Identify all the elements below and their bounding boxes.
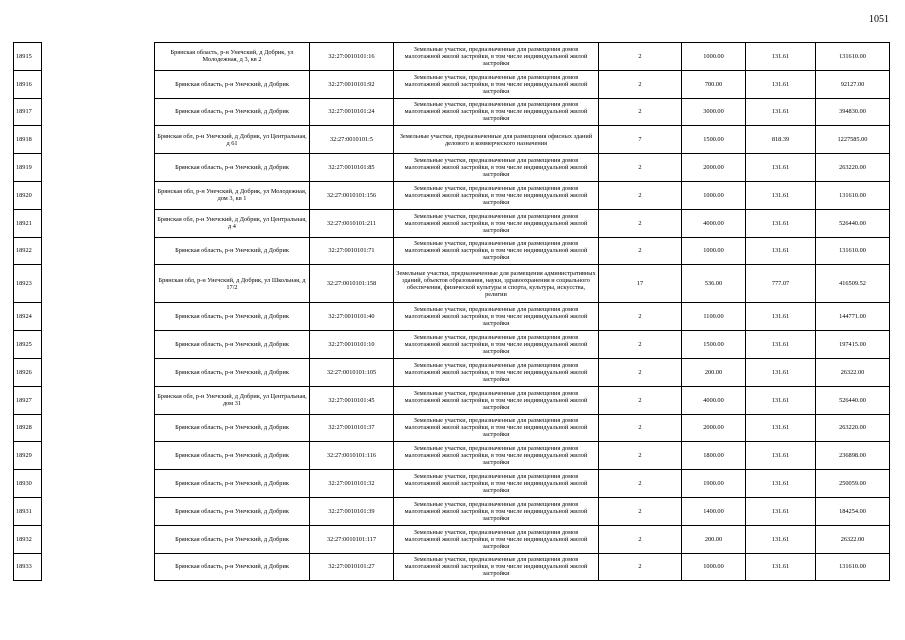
table-row — [14, 386, 890, 414]
use-group-cell: 2 — [599, 414, 682, 442]
cadastral-number-cell: 32:27:0010101:156 — [310, 181, 394, 209]
address-cell: Брянская область, р-н Унечский, д Добрик — [155, 553, 310, 581]
cadastral-value-cell: 250059.00 — [816, 470, 890, 498]
cadastral-number-cell: 32:27:0010101:27 — [310, 553, 394, 581]
row-number: 18917 — [14, 98, 42, 126]
unit-value-cell: 818.39 — [746, 126, 816, 154]
table-row — [14, 181, 890, 209]
address-cell: Брянская обл, р-н Унечский, д Добрик, ул Центральная, дом 31 — [155, 386, 310, 414]
row-number: 18926 — [14, 358, 42, 386]
area-cell: 1800.00 — [682, 442, 746, 470]
unit-value-cell: 777.07 — [746, 265, 816, 303]
table-row — [14, 126, 890, 154]
area-cell: 1500.00 — [682, 126, 746, 154]
land-use-cell: Земельные участки, предназначенные для размещения домов малоэтажной жилой застройки, в том числе индивидуальной жилой застройки — [394, 237, 599, 265]
spacer-cell — [42, 98, 155, 126]
land-use-cell: Земельные участки, предназначенные для размещения домов малоэтажной жилой застройки, в том числе индивидуальной жилой застройки — [394, 442, 599, 470]
table-row — [14, 70, 890, 98]
table-row — [14, 154, 890, 182]
unit-value-cell: 131.61 — [746, 470, 816, 498]
cadastral-number-cell: 32:27:0010101:158 — [310, 265, 394, 303]
table-row — [14, 358, 890, 386]
cadastral-value-cell: 26322.00 — [816, 358, 890, 386]
use-group-cell: 2 — [599, 70, 682, 98]
address-cell: Брянская область, р-н Унечский, д Добрик — [155, 497, 310, 525]
use-group-cell: 2 — [599, 98, 682, 126]
use-group-cell: 2 — [599, 497, 682, 525]
land-use-cell: Земельные участки, предназначенные для размещения домов малоэтажной жилой застройки, в том числе индивидуальной жилой застройки — [394, 470, 599, 498]
table-row — [14, 43, 890, 71]
row-number: 18932 — [14, 525, 42, 553]
address-cell: Брянская область, р-н Унечский, д Добрик — [155, 414, 310, 442]
land-use-cell: Земельные участки, предназначенные для размещения административных зданий, объектов образования, науки, здравоохранения и социального обеспечения, физической культуры и спорта, культуры, искусства, религии — [394, 265, 599, 303]
cadastral-number-cell: 32:27:0010101:16 — [310, 43, 394, 71]
row-number: 18927 — [14, 386, 42, 414]
cadastral-value-cell: 236898.00 — [816, 442, 890, 470]
use-group-cell: 2 — [599, 154, 682, 182]
cadastral-number-cell: 32:27:0010101:32 — [310, 470, 394, 498]
area-cell: 700.00 — [682, 70, 746, 98]
land-use-cell: Земельные участки, предназначенные для размещения домов малоэтажной жилой застройки, в том числе индивидуальной жилой застройки — [394, 209, 599, 237]
row-number: 18923 — [14, 265, 42, 303]
unit-value-cell: 131.61 — [746, 331, 816, 359]
land-use-cell: Земельные участки, предназначенные для размещения домов малоэтажной жилой застройки, в том числе индивидуальной жилой застройки — [394, 525, 599, 553]
cadastral-value-cell: 416509.52 — [816, 265, 890, 303]
use-group-cell: 2 — [599, 442, 682, 470]
spacer-cell — [42, 181, 155, 209]
use-group-cell: 2 — [599, 553, 682, 581]
cadastral-value-cell: 144771.00 — [816, 303, 890, 331]
cadastral-number-cell: 32:27:0010101:10 — [310, 331, 394, 359]
area-cell: 1400.00 — [682, 497, 746, 525]
cadastral-number-cell: 32:27:0010101:85 — [310, 154, 394, 182]
use-group-cell: 2 — [599, 43, 682, 71]
table-row — [14, 414, 890, 442]
cadastral-value-table — [13, 42, 890, 581]
land-use-cell: Земельные участки, предназначенные для размещения домов малоэтажной жилой застройки, в том числе индивидуальной жилой застройки — [394, 553, 599, 581]
unit-value-cell: 131.61 — [746, 43, 816, 71]
table-row — [14, 265, 890, 303]
area-cell: 3000.00 — [682, 98, 746, 126]
unit-value-cell: 131.61 — [746, 98, 816, 126]
table-row — [14, 470, 890, 498]
land-use-cell: Земельные участки, предназначенные для размещения домов малоэтажной жилой застройки, в том числе индивидуальной жилой застройки — [394, 43, 599, 71]
unit-value-cell: 131.61 — [746, 303, 816, 331]
unit-value-cell: 131.61 — [746, 414, 816, 442]
row-number: 18930 — [14, 470, 42, 498]
row-number: 18929 — [14, 442, 42, 470]
cadastral-number-cell: 32:27:0010101:5 — [310, 126, 394, 154]
table-row — [14, 497, 890, 525]
spacer-cell — [42, 209, 155, 237]
row-number: 18931 — [14, 497, 42, 525]
land-use-cell: Земельные участки, предназначенные для размещения домов малоэтажной жилой застройки, в том числе индивидуальной жилой застройки — [394, 98, 599, 126]
spacer-cell — [42, 553, 155, 581]
address-cell: Брянская обл, р-н Унечский, д Добрик, ул Центральная, д 4 — [155, 209, 310, 237]
area-cell: 2000.00 — [682, 154, 746, 182]
spacer-cell — [42, 358, 155, 386]
cadastral-value-cell: 394830.00 — [816, 98, 890, 126]
area-cell: 1100.00 — [682, 303, 746, 331]
area-cell: 1900.00 — [682, 470, 746, 498]
unit-value-cell: 131.61 — [746, 237, 816, 265]
area-cell: 1000.00 — [682, 553, 746, 581]
table-row — [14, 553, 890, 581]
land-use-cell: Земельные участки, предназначенные для размещения офисных зданий делового и коммерческого назначения — [394, 126, 599, 154]
spacer-cell — [42, 126, 155, 154]
address-cell: Брянская обл, р-н Унечский, д Добрик, ул Молодежная, дом 3, кв 1 — [155, 181, 310, 209]
table-row — [14, 209, 890, 237]
cadastral-value-cell: 1227585.00 — [816, 126, 890, 154]
address-cell: Брянская область, р-н Унечский, д Добрик — [155, 442, 310, 470]
area-cell: 4000.00 — [682, 209, 746, 237]
cadastral-number-cell: 32:27:0010101:37 — [310, 414, 394, 442]
address-cell: Брянская область, р-н Унечский, д Добрик — [155, 358, 310, 386]
spacer-cell — [42, 237, 155, 265]
spacer-cell — [42, 154, 155, 182]
use-group-cell: 2 — [599, 331, 682, 359]
area-cell: 200.00 — [682, 358, 746, 386]
cadastral-number-cell: 32:27:0010101:105 — [310, 358, 394, 386]
spacer-cell — [42, 331, 155, 359]
cadastral-number-cell: 32:27:0010101:71 — [310, 237, 394, 265]
area-cell: 2000.00 — [682, 414, 746, 442]
land-use-cell: Земельные участки, предназначенные для размещения домов малоэтажной жилой застройки, в том числе индивидуальной жилой застройки — [394, 331, 599, 359]
land-use-cell: Земельные участки, предназначенные для размещения домов малоэтажной жилой застройки, в том числе индивидуальной жилой застройки — [394, 181, 599, 209]
spacer-cell — [42, 303, 155, 331]
land-use-cell: Земельные участки, предназначенные для размещения домов малоэтажной жилой застройки, в том числе индивидуальной жилой застройки — [394, 303, 599, 331]
area-cell: 1000.00 — [682, 237, 746, 265]
land-use-cell: Земельные участки, предназначенные для размещения домов малоэтажной жилой застройки, в том числе индивидуальной жилой застройки — [394, 386, 599, 414]
unit-value-cell: 131.61 — [746, 70, 816, 98]
unit-value-cell: 131.61 — [746, 553, 816, 581]
table-row — [14, 525, 890, 553]
land-use-cell: Земельные участки, предназначенные для размещения домов малоэтажной жилой застройки, в том числе индивидуальной жилой застройки — [394, 70, 599, 98]
cadastral-value-cell: 131610.00 — [816, 237, 890, 265]
row-number: 18924 — [14, 303, 42, 331]
use-group-cell: 2 — [599, 525, 682, 553]
land-use-cell: Земельные участки, предназначенные для размещения домов малоэтажной жилой застройки, в том числе индивидуальной жилой застройки — [394, 358, 599, 386]
spacer-cell — [42, 442, 155, 470]
cadastral-value-cell: 197415.00 — [816, 331, 890, 359]
use-group-cell: 2 — [599, 386, 682, 414]
row-number: 18916 — [14, 70, 42, 98]
cadastral-number-cell: 32:27:0010101:116 — [310, 442, 394, 470]
table-row — [14, 98, 890, 126]
area-cell: 4000.00 — [682, 386, 746, 414]
row-number: 18925 — [14, 331, 42, 359]
area-cell: 536.00 — [682, 265, 746, 303]
area-cell: 1000.00 — [682, 181, 746, 209]
row-number: 18928 — [14, 414, 42, 442]
cadastral-value-cell: 526440.00 — [816, 209, 890, 237]
row-number: 18933 — [14, 553, 42, 581]
use-group-cell: 2 — [599, 237, 682, 265]
address-cell: Брянская область, р-н Унечский, д Добрик — [155, 154, 310, 182]
land-use-cell: Земельные участки, предназначенные для размещения домов малоэтажной жилой застройки, в том числе индивидуальной жилой застройки — [394, 154, 599, 182]
cadastral-value-cell: 526440.00 — [816, 386, 890, 414]
unit-value-cell: 131.61 — [746, 386, 816, 414]
unit-value-cell: 131.61 — [746, 181, 816, 209]
address-cell: Брянская область, р-н Унечский, д Добрик — [155, 303, 310, 331]
address-cell: Брянская область, р-н Унечский, д Добрик, ул Молодежная, д 3, кв 2 — [155, 43, 310, 71]
row-number: 18922 — [14, 237, 42, 265]
spacer-cell — [42, 265, 155, 303]
unit-value-cell: 131.61 — [746, 525, 816, 553]
cadastral-value-cell: 263220.00 — [816, 414, 890, 442]
use-group-cell: 2 — [599, 209, 682, 237]
use-group-cell: 2 — [599, 470, 682, 498]
cadastral-value-cell: 26322.00 — [816, 525, 890, 553]
row-number: 18921 — [14, 209, 42, 237]
table-row — [14, 331, 890, 359]
spacer-cell — [42, 70, 155, 98]
page-number: 1051 — [869, 14, 889, 25]
cadastral-value-cell: 184254.00 — [816, 497, 890, 525]
address-cell: Брянская область, р-н Унечский, д Добрик — [155, 525, 310, 553]
cadastral-value-cell: 92127.00 — [816, 70, 890, 98]
row-number: 18920 — [14, 181, 42, 209]
address-cell: Брянская область, р-н Унечский, д Добрик — [155, 70, 310, 98]
address-cell: Брянская область, р-н Унечский, д Добрик — [155, 237, 310, 265]
address-cell: Брянская область, р-н Унечский, д Добрик — [155, 331, 310, 359]
row-number: 18918 — [14, 126, 42, 154]
spacer-cell — [42, 386, 155, 414]
use-group-cell: 7 — [599, 126, 682, 154]
cadastral-number-cell: 32:27:0010101:211 — [310, 209, 394, 237]
cadastral-number-cell: 32:27:0010101:117 — [310, 525, 394, 553]
address-cell: Брянская область, р-н Унечский, д Добрик — [155, 470, 310, 498]
cadastral-number-cell: 32:27:0010101:40 — [310, 303, 394, 331]
land-use-cell: Земельные участки, предназначенные для размещения домов малоэтажной жилой застройки, в том числе индивидуальной жилой застройки — [394, 497, 599, 525]
use-group-cell: 2 — [599, 358, 682, 386]
spacer-cell — [42, 525, 155, 553]
unit-value-cell: 131.61 — [746, 497, 816, 525]
use-group-cell: 2 — [599, 303, 682, 331]
cadastral-value-cell: 131610.00 — [816, 43, 890, 71]
address-cell: Брянская обл, р-н Унечский, д Добрик, ул Центральная, д 61 — [155, 126, 310, 154]
row-number: 18919 — [14, 154, 42, 182]
area-cell: 200.00 — [682, 525, 746, 553]
spacer-cell — [42, 497, 155, 525]
table-row — [14, 442, 890, 470]
spacer-cell — [42, 414, 155, 442]
unit-value-cell: 131.61 — [746, 358, 816, 386]
cadastral-number-cell: 32:27:0010101:92 — [310, 70, 394, 98]
area-cell: 1500.00 — [682, 331, 746, 359]
unit-value-cell: 131.61 — [746, 442, 816, 470]
spacer-cell — [42, 43, 155, 71]
row-number: 18915 — [14, 43, 42, 71]
spacer-cell — [42, 470, 155, 498]
table-row — [14, 303, 890, 331]
cadastral-value-cell: 131610.00 — [816, 553, 890, 581]
area-cell: 1000.00 — [682, 43, 746, 71]
use-group-cell: 17 — [599, 265, 682, 303]
cadastral-number-cell: 32:27:0010101:45 — [310, 386, 394, 414]
unit-value-cell: 131.61 — [746, 154, 816, 182]
cadastral-number-cell: 32:27:0010101:24 — [310, 98, 394, 126]
table-row — [14, 237, 890, 265]
land-use-cell: Земельные участки, предназначенные для размещения домов малоэтажной жилой застройки, в том числе индивидуальной жилой застройки — [394, 414, 599, 442]
unit-value-cell: 131.61 — [746, 209, 816, 237]
address-cell: Брянская обл, р-н Унечский, д Добрик, ул Школьная, д 17/2 — [155, 265, 310, 303]
cadastral-number-cell: 32:27:0010101:39 — [310, 497, 394, 525]
address-cell: Брянская область, р-н Унечский, д Добрик — [155, 98, 310, 126]
cadastral-value-cell: 263220.00 — [816, 154, 890, 182]
cadastral-value-cell: 131610.00 — [816, 181, 890, 209]
use-group-cell: 2 — [599, 181, 682, 209]
